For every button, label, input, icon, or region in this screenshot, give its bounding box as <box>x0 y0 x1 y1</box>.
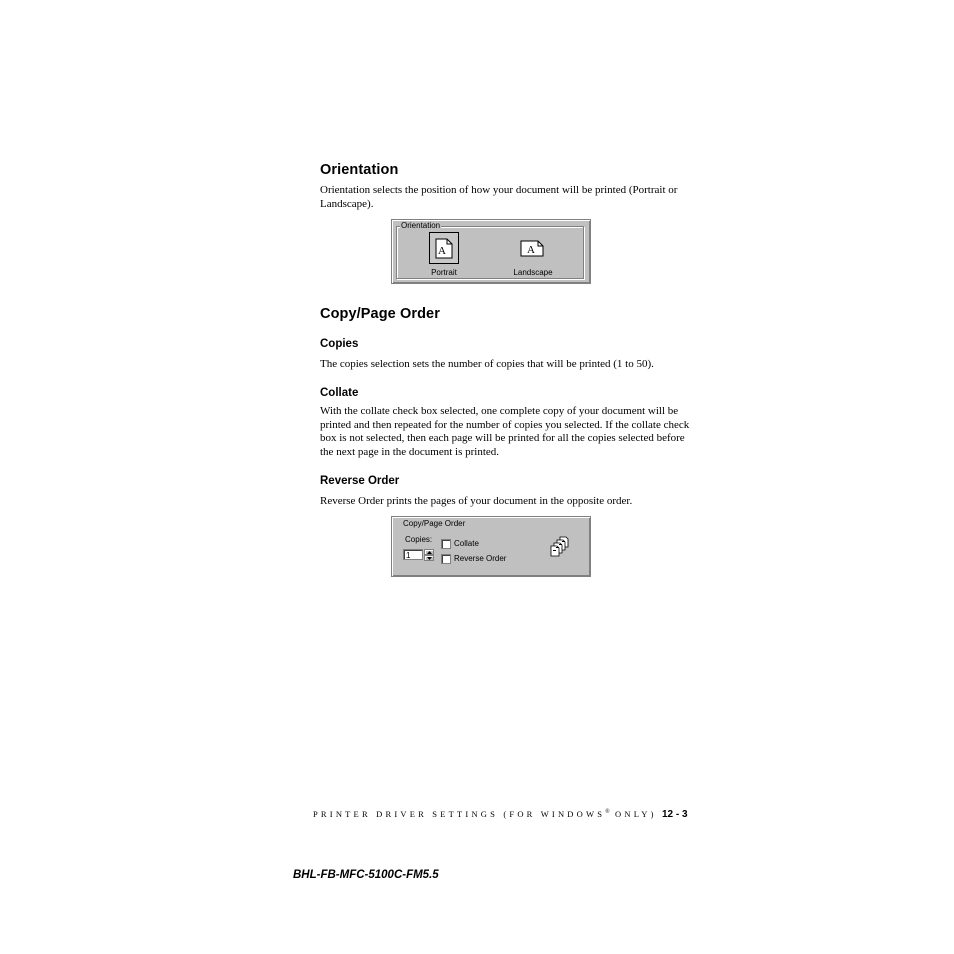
orientation-panel <box>391 219 591 284</box>
copies-input[interactable]: 1 <box>403 549 423 560</box>
page-stack-icon <box>547 535 573 559</box>
registered-mark: ® <box>605 809 610 816</box>
portrait-icon-letter: A <box>438 244 446 257</box>
arrow-down-icon <box>427 557 432 560</box>
portrait-label: Portrait <box>431 268 457 277</box>
reverse-order-heading: Reverse Order <box>320 475 400 487</box>
collate-checkbox-label[interactable]: Collate <box>454 539 479 548</box>
copy-page-order-panel <box>391 516 591 577</box>
running-footer-text-end: ONLY) <box>609 809 657 819</box>
orientation-heading: Orientation <box>320 162 399 178</box>
reverse-order-checkbox[interactable] <box>441 554 451 564</box>
copies-description: The copies selection sets the number of copies that will be printed (1 to 50). <box>320 358 654 370</box>
copy-page-order-heading: Copy/Page Order <box>320 306 440 322</box>
copies-down-button[interactable] <box>424 555 434 561</box>
collate-heading: Collate <box>320 387 359 399</box>
portrait-page-icon <box>435 238 453 259</box>
portrait-button[interactable] <box>429 232 459 264</box>
copies-label: Copies: <box>405 535 433 544</box>
landscape-page-icon <box>520 240 544 257</box>
collate-description: With the collate check box selected, one complete copy of your document will be printed and then repeated for the number of copies you selected. If the collate check box is not selected, then each page will be printed for all the copies selected before the next page in the document is printed. <box>320 405 690 458</box>
running-footer <box>313 809 657 819</box>
copies-heading: Copies <box>320 338 359 350</box>
landscape-label: Landscape <box>513 268 553 277</box>
arrow-up-icon <box>427 551 432 554</box>
landscape-icon-letter: A <box>527 243 535 256</box>
page-number: 12 - 3 <box>662 809 688 820</box>
landscape-button[interactable] <box>517 234 547 262</box>
collate-checkbox[interactable] <box>441 539 451 549</box>
orientation-description: Orientation selects the position of how your document will be printed (Portrait or Landscape). <box>320 184 678 210</box>
document-id: BHL-FB-MFC-5100C-FM5.5 <box>293 869 439 881</box>
reverse-order-description: Reverse Order prints the pages of your document in the opposite order. <box>320 495 633 507</box>
running-footer-text: PRINTER DRIVER SETTINGS (FOR WINDOWS <box>313 809 606 819</box>
copy-page-order-group-label: Copy/Page Order <box>403 519 466 528</box>
reverse-order-checkbox-label[interactable]: Reverse Order <box>454 554 507 563</box>
orientation-group-label: Orientation <box>401 221 441 230</box>
